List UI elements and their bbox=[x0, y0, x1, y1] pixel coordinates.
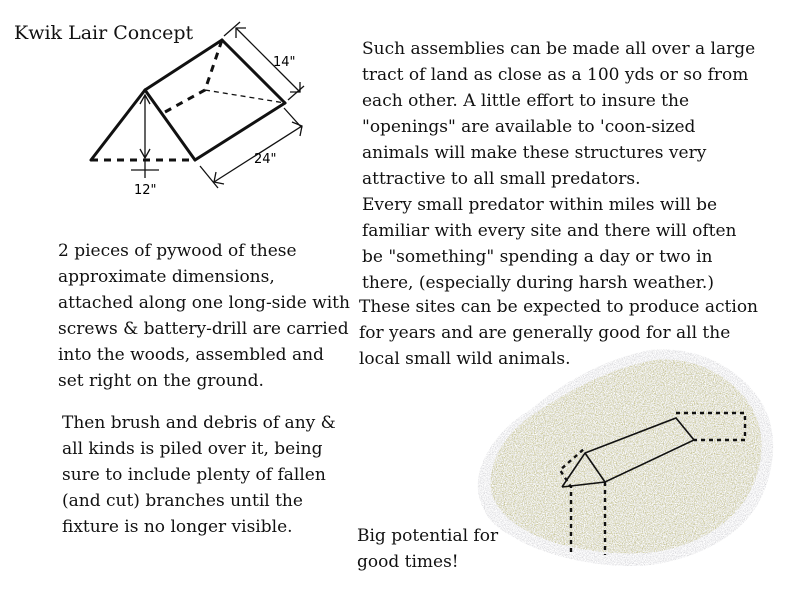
description-paragraph-1: Such assemblies can be made all over a large tract of land as close as a 100 yds or so from each other. A little effort to insure the "openings" are available to 'coon-sized animals will make these structures very attractive to all small predators. bbox=[362, 39, 756, 189]
dim-label-12: 12" bbox=[134, 183, 157, 198]
instructions-paragraph-1: 2 pieces of pywood of these approximate dimensions, attached along one long-side with screws & battery-drill are carried into the woods, assembled and set right on the ground. bbox=[58, 241, 350, 391]
instructions-paragraph-2: Then brush and debris of any & all kinds is piled over it, being sure to include plenty of fallen (and cut) branches until the fixture is no longer visible. bbox=[62, 413, 336, 537]
description-paragraph-3: These sites can be expected to produce action for years and are generally good for all the local small wild animals. bbox=[359, 297, 759, 369]
diagram-title: Kwik Lair Concept bbox=[14, 22, 194, 44]
description-paragraph-2: Every small predator within miles will be familiar with every site and there will often be "something" spending a day or two in there, (especially during harsh weather.) bbox=[362, 195, 737, 293]
dim-label-14: 14" bbox=[273, 55, 296, 70]
brush-pile-caption: Big potential for good times! bbox=[357, 526, 499, 572]
dim-label-24: 24" bbox=[254, 152, 277, 167]
